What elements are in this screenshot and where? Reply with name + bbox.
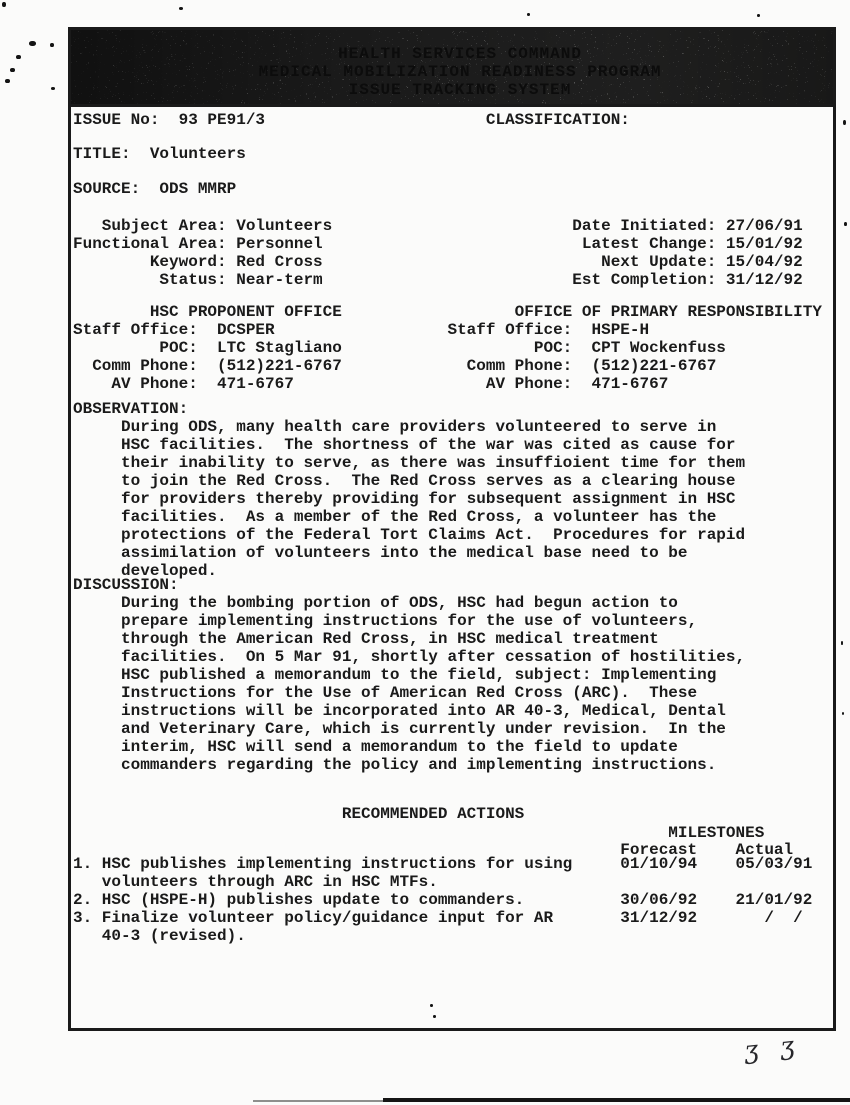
discussion-line-3: through the American Red Cross, in HSC medical treatment bbox=[73, 630, 659, 648]
discussion-heading-line: DISCUSSION: bbox=[73, 576, 179, 594]
observation-heading-line: OBSERVATION: bbox=[73, 400, 189, 418]
ink-speck bbox=[433, 1015, 436, 1018]
comm-phone-line: Comm Phone: (512)221-6767 Comm Phone: (512)221-6767 bbox=[73, 357, 717, 375]
action-3-line: 3. Finalize volunteer policy/guidance input for AR 31/12/92 / / bbox=[73, 909, 803, 927]
discussion-line-10: commanders regarding the policy and implementing instructions. bbox=[73, 756, 717, 774]
office-headers-line: HSC PROPONENT OFFICE OFFICE OF PRIMARY RESPONSIBILITY bbox=[73, 303, 822, 321]
functional-area-latest-change-line: Functional Area: Personnel Latest Change: 15/01/92 bbox=[73, 235, 803, 253]
header-command-title: HEALTH SERVICES COMMAND bbox=[338, 45, 582, 63]
action-3-continued-line: 40-3 (revised). bbox=[73, 927, 246, 945]
source-line: SOURCE: ODS MMRP bbox=[73, 180, 237, 198]
header-program-title: MEDICAL MOBILIZATION READINESS PROGRAM bbox=[258, 63, 662, 81]
observation-line-4: to join the Red Cross. The Red Cross serves as a clearing house bbox=[73, 472, 736, 490]
discussion-line-4: facilities. On 5 Mar 91, shortly after cessation of hostilities, bbox=[73, 648, 746, 666]
observation-line-6: facilities. As a member of the Red Cross, a volunteer has the bbox=[73, 508, 717, 526]
discussion-line-8: and Veterinary Care, which is currently under revision. In the bbox=[73, 720, 726, 738]
ink-speck bbox=[29, 41, 36, 46]
observation-line-2: HSC facilities. The shortness of the war was cited as cause for bbox=[73, 436, 736, 454]
ink-speck bbox=[50, 43, 54, 47]
ink-speck bbox=[179, 7, 183, 10]
handwritten-mark: ʒ ʒ bbox=[742, 1030, 803, 1065]
ink-speck bbox=[843, 120, 846, 125]
document-header-band bbox=[71, 30, 833, 107]
observation-line-1: During ODS, many health care providers volunteered to serve in bbox=[73, 418, 717, 436]
ink-speck bbox=[844, 222, 847, 226]
ink-speck bbox=[2, 2, 6, 7]
action-1-line: 1. HSC publishes implementing instructions for using 01/10/94 05/03/91 bbox=[73, 855, 813, 873]
scan-artifact-line-gray bbox=[253, 1100, 398, 1102]
observation-line-7: protections of the Federal Tort Claims Act. Procedures for rapid bbox=[73, 526, 746, 544]
discussion-line-5: HSC published a memorandum to the field, subject: Implementing bbox=[73, 666, 717, 684]
observation-line-3: their inability to serve, as there was insuffioient time for them bbox=[73, 454, 746, 472]
discussion-line-9: interim, HSC will send a memorandum to the field to update bbox=[73, 738, 678, 756]
action-1-continued-line: volunteers through ARC in HSC MTFs. bbox=[73, 873, 438, 891]
discussion-line-2: prepare implementing instructions for the use of volunteers, bbox=[73, 612, 698, 630]
scan-artifact-line-black bbox=[383, 1098, 850, 1102]
av-phone-line: AV Phone: 471-6767 AV Phone: 471-6767 bbox=[73, 375, 669, 393]
milestones-heading-line: MILESTONES bbox=[73, 824, 765, 842]
observation-line-9: developed. bbox=[73, 562, 218, 580]
ink-speck bbox=[527, 13, 530, 16]
forecast-actual-header-line: Forecast Actual bbox=[73, 841, 794, 859]
observation-line-5: for providers thereby providing for subsequent assignment in HSC bbox=[73, 490, 736, 508]
ink-speck bbox=[757, 14, 760, 17]
action-2-line: 2. HSC (HSPE-H) publishes update to commanders. 30/06/92 21/01/92 bbox=[73, 891, 813, 909]
issue-no-classification-line: ISSUE No: 93 PE91/3 CLASSIFICATION: bbox=[73, 111, 630, 129]
ink-speck bbox=[51, 87, 55, 90]
recommended-actions-heading-line: RECOMMENDED ACTIONS bbox=[73, 805, 525, 823]
discussion-line-7: instructions will be incorporated into AR 40-3, Medical, Dental bbox=[73, 702, 726, 720]
ink-speck bbox=[842, 712, 844, 715]
keyword-next-update-line: Keyword: Red Cross Next Update: 15/04/92 bbox=[73, 253, 803, 271]
subject-area-date-initiated-line: Subject Area: Volunteers Date Initiated: 27/06/91 bbox=[73, 217, 803, 235]
discussion-line-6: Instructions for the Use of American Red Cross (ARC). These bbox=[73, 684, 698, 702]
staff-office-line: Staff Office: DCSPER Staff Office: HSPE-H bbox=[73, 321, 650, 339]
status-est-completion-line: Status: Near-term Est Completion: 31/12/92 bbox=[73, 271, 803, 289]
ink-speck bbox=[5, 79, 10, 83]
ink-speck bbox=[430, 1004, 433, 1007]
header-system-title: ISSUE TRACKING SYSTEM bbox=[348, 81, 572, 99]
poc-line: POC: LTC Stagliano POC: CPT Wockenfuss bbox=[73, 339, 726, 357]
title-line: TITLE: Volunteers bbox=[73, 145, 246, 163]
ink-speck bbox=[841, 641, 843, 645]
ink-speck bbox=[10, 68, 15, 72]
ink-speck bbox=[16, 55, 21, 59]
observation-line-8: assimilation of volunteers into the medical base need to be bbox=[73, 544, 688, 562]
discussion-line-1: During the bombing portion of ODS, HSC had begun action to bbox=[73, 594, 678, 612]
